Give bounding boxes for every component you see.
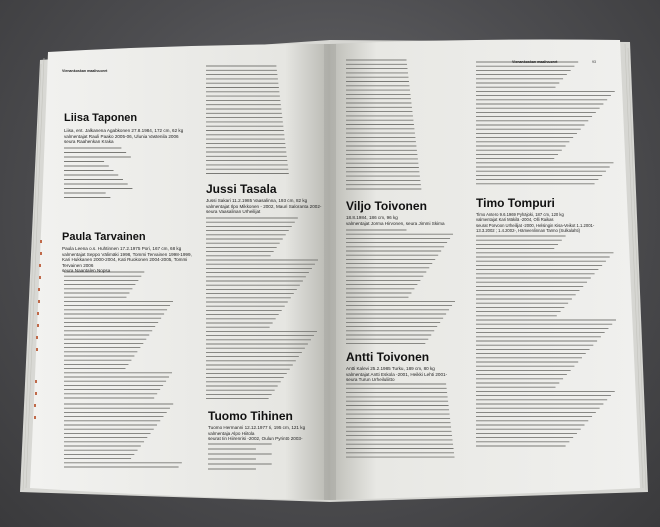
athlete-name-tuomo-tihinen: Tuomo Tihinen bbox=[208, 409, 293, 423]
athlete-name-jussi-tasala: Jussi Tasala bbox=[206, 182, 277, 196]
right-page-number: 93 bbox=[592, 60, 596, 64]
athlete-name-liisa-taponen: Liisa Taponen bbox=[64, 112, 138, 124]
athlete-name-antti-toivonen: Antti Toivonen bbox=[346, 350, 430, 364]
athlete-name-viljo-toivonen: Viljo Toivonen bbox=[346, 199, 427, 213]
left-running-head: Vienankoskan maalivuoret bbox=[62, 69, 108, 73]
athlete-bio-jussi-tasala: Jussi Sakari 11.2.1985 Vaasalinna, 193 cm, 82 kg valmentajat Ilpo Mikkonen - 2002, Mauri Saloranta 2002- seura Vaasalinan Urheilijat bbox=[206, 198, 322, 215]
athlete-bio-viljo-toivonen: 18.8.1984, 186 cm, 96 kg valmentajat Jorma Hirvonen, seura Jimmi Skima bbox=[346, 215, 445, 226]
athlete-bio-paula-tarvainen: Paula Leena o.s. Huhtinnen 17.2.1975 Pori, 167 cm, 68 kg valmentajat Seppo Välimäki 1998, Tommi Tervainen 1998-1999, Kari Hukkanen 2000-2004, Kati Ruokonen 2004-2005, Tommi Tervainen 2006 seura Naantalen Nopsa bbox=[62, 246, 192, 274]
gutter-shadow bbox=[324, 44, 336, 500]
right-running-head: Vienankoskan maalivuoret bbox=[512, 60, 558, 64]
athlete-bio-antti-toivonen: Antti Kalevi 25.2.1985 Turku, 189 cm, 80 kg valmentajat Antti Eskola -2001, Heikki Lehti 2001- seura Turun Urheiluliitto bbox=[346, 366, 448, 383]
athlete-bio-tuomo-tihinen: Tuomo Hermanni 12.12.1977 Ii, 195 cm, 121 kg valmentaja Alpo Hiitola seurat Iin Hiirenrisi -2002, Oulun Pyrintö 2003- bbox=[208, 425, 306, 442]
athlete-bio-liisa-taponen: Liisa, ent. Jalkanena Agabkonen 27.8.1984, 172 cm, 62 kg valmentajat Rauli Paako 2005-06, Ulunia Vastenila 2006 seura Raahenkan Kraka bbox=[64, 128, 184, 145]
athlete-name-paula-tarvainen: Paula Tarvainen bbox=[62, 231, 146, 243]
athlete-bio-timo-tompuri: Timo Antero 9.6.1969 Pyhäjoki, 187 cm, 120 kg valmentajat Kari Mäkilä -2004, Olli Raikas seurat Porvoon Urheilijat -2000, Helsingin Kisa-Veikot 1.1.2001- 13.3.2002 ; 1.4.2002-, Hämeenlinnan Tarmo (Sulkalahti) bbox=[476, 212, 595, 234]
athlete-name-timo-tompuri: Timo Tompuri bbox=[476, 196, 555, 210]
